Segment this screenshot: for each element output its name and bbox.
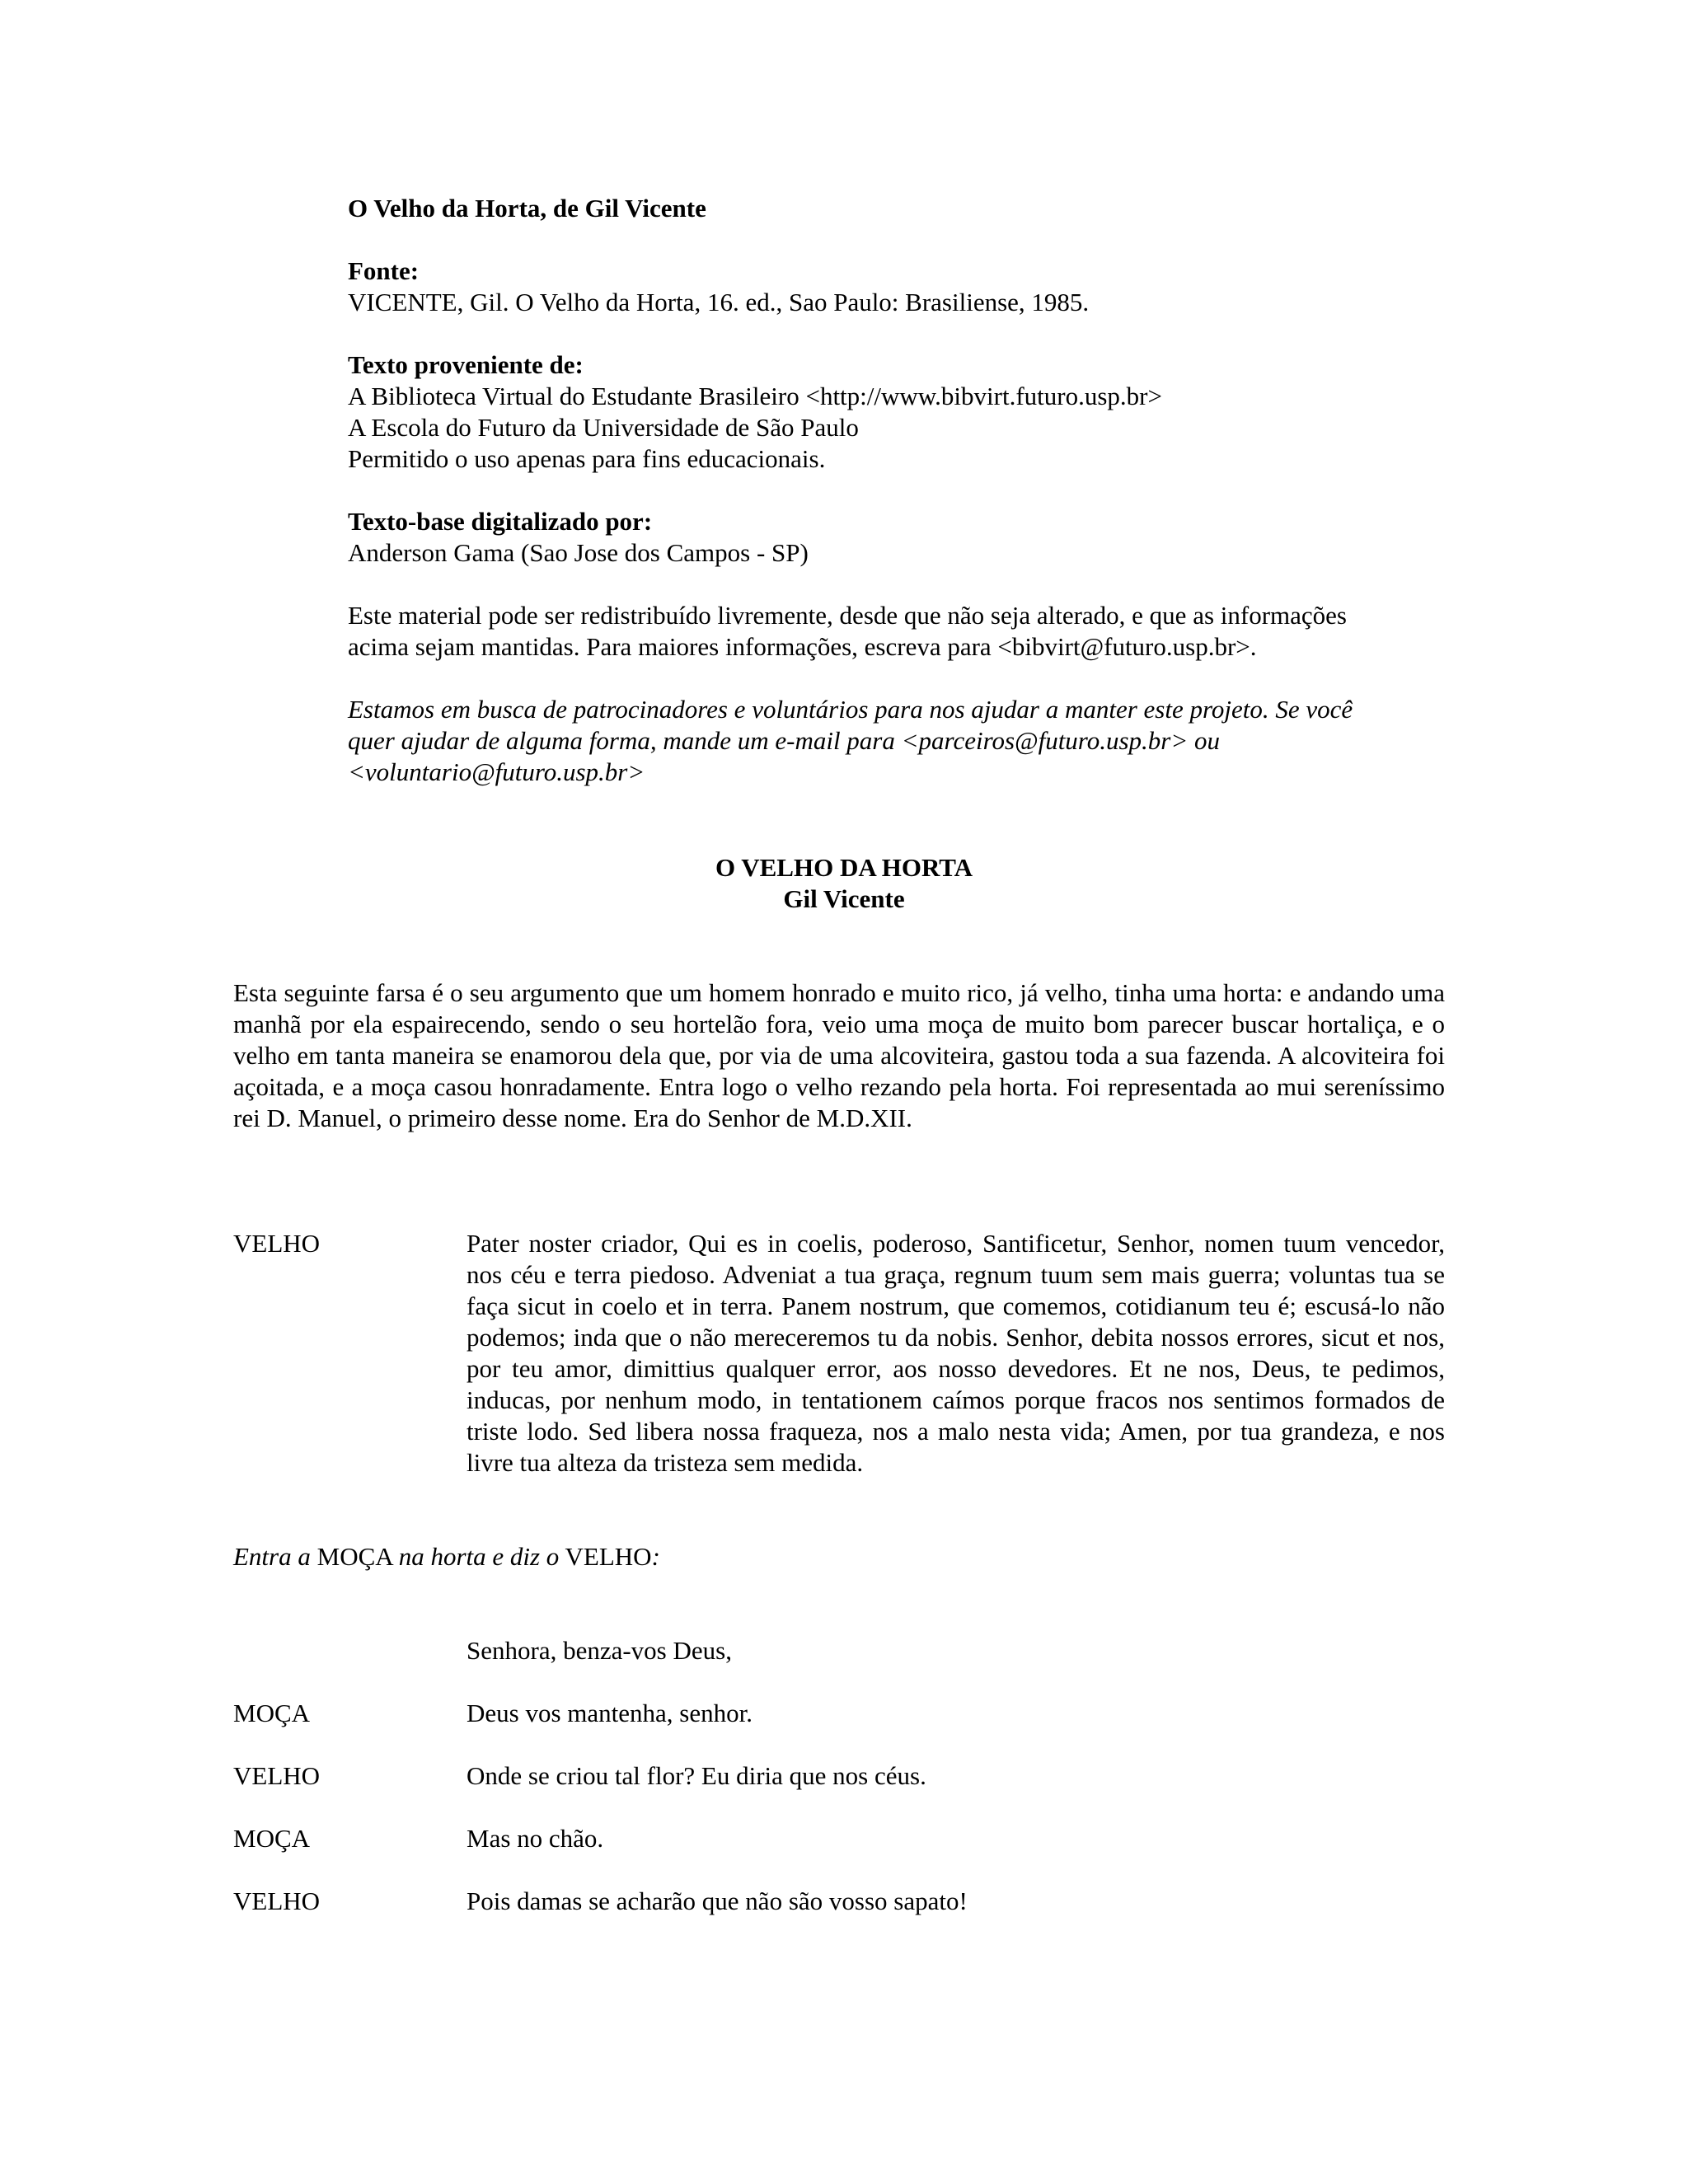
document-title-block xyxy=(348,193,1444,224)
source-block xyxy=(348,255,1444,318)
source-label: Fonte: xyxy=(348,256,420,285)
provenance-line: A Biblioteca Virtual do Estudante Brasileiro <http://www.bibvirt.futuro.usp.br> xyxy=(348,382,1162,410)
license-line: acima sejam mantidas. Para maiores informações, escreva para <bibvirt@futuro.usp.br>. xyxy=(348,632,1257,661)
stage-direction: Entra a MOÇA na horta e diz o VELHO: xyxy=(233,1542,660,1571)
dialogue-line: Senhora, benza-vos Deus, xyxy=(467,1636,732,1665)
digitized-label: Texto-base digitalizado por: xyxy=(348,507,653,536)
dialogue-line: Mas no chão. xyxy=(467,1824,604,1853)
provenance-line: Permitido o uso apenas para fins educacionais. xyxy=(348,444,826,473)
digitized-by: Anderson Gama (Sao Jose dos Campos - SP) xyxy=(348,538,809,567)
appeal-line: <voluntario@futuro.usp.br> xyxy=(348,757,645,786)
argument-paragraph: Esta seguinte farsa é o seu argumento que um homem honrado e muito rico, já velho, tinha uma horta: e andando uma manhã por ela espairecendo, sendo o seu hortelão fora, veio uma moça de muito bom parecer buscar hortaliça, e o velho em tanta maneira se enamorou dela que, por via de uma alcoviteira, gastou toda a sua fazenda. A alcoviteira foi açoitada, e a moça casou honradamente. Entra logo o velho rezando pela horta. Foi representada ao mui sereníssimo rei D. Manuel, o primeiro desse nome. Era do Senhor de M.D.XII. xyxy=(233,978,1445,1132)
provenance-label: Texto proveniente de: xyxy=(348,350,584,379)
speaker-name: VELHO xyxy=(233,1761,321,1790)
play-author: Gil Vicente xyxy=(783,884,905,913)
speaker-name: VELHO xyxy=(233,1229,321,1258)
appeal-line: Estamos em busca de patrocinadores e voluntários para nos ajudar a manter este projeto. Se você xyxy=(348,695,1353,724)
character-name: VELHO xyxy=(565,1542,652,1571)
play-title-block xyxy=(0,852,1688,915)
play-title: O VELHO DA HORTA xyxy=(715,853,973,882)
digitized-block xyxy=(348,506,1444,569)
speaker-name: VELHO xyxy=(233,1886,321,1915)
dialogue-line: Pois damas se acharão que não são vosso sapato! xyxy=(467,1886,968,1915)
license-block xyxy=(348,600,1444,663)
document-title: O Velho da Horta, de Gil Vicente xyxy=(348,194,706,223)
dialogue-line: Onde se criou tal flor? Eu diria que nos céus. xyxy=(467,1761,926,1790)
source-citation: VICENTE, Gil. O Velho da Horta, 16. ed., Sao Paulo: Brasiliense, 1985. xyxy=(348,288,1090,316)
appeal-line: quer ajudar de alguma forma, mande um e-mail para <parceiros@futuro.usp.br> ou xyxy=(348,726,1221,755)
appeal-block xyxy=(348,694,1444,788)
character-name: MOÇA xyxy=(316,1542,392,1571)
speaker-name: MOÇA xyxy=(233,1699,311,1727)
provenance-line: A Escola do Futuro da Universidade de São Paulo xyxy=(348,413,859,442)
speech-text: Pater noster criador, Qui es in coelis, poderoso, Santificetur, Senhor, nomen tuum vencedor, nos céu e terra piedoso. Adveniat a tua graça, regnum tuum sem mais guerra; voluntas tua se faça sicut in coelo et in terra. Panem nostrum, que comemos, cotidianum teu é; escusá-lo não podemos; inda que o não mereceremos tu da nobis. Senhor, debita nossos errores, sicut et nos, por teu amor, dimittius qualquer error, aos nosso devedores. Et ne nos, Deus, te pedimos, inducas, por nenhum modo, in tentationem caímos porque fracos nos sentimos formados de triste lodo. Sed libera nossa fraqueza, nos a malo nesta vida; Amen, por tua grandeza, e nos livre tua alteza da tristeza sem medida. xyxy=(467,1229,1445,1477)
provenance-block xyxy=(348,349,1444,475)
speaker-name: MOÇA xyxy=(233,1824,311,1853)
dialogue-line: Deus vos mantenha, senhor. xyxy=(467,1699,753,1727)
license-line: Este material pode ser redistribuído livremente, desde que não seja alterado, e que as informações xyxy=(348,601,1347,630)
